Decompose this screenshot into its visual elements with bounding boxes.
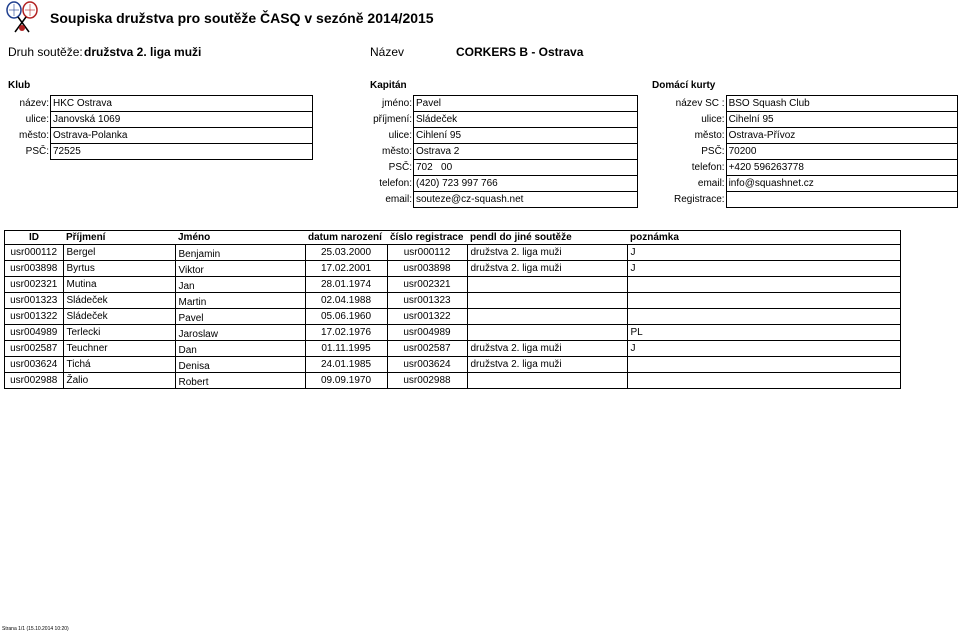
col-registration-header: číslo registrace [387,231,467,245]
player-registration: usr003624 [387,357,467,373]
captain-surname-value: Sládeček [414,112,638,128]
col-id-header: ID [5,231,64,245]
court-email-value: info@squashnet.cz [726,176,957,192]
player-surname: Mutina [63,277,175,293]
players-header-row [5,231,901,245]
court-name-value: BSO Squash Club [726,96,957,112]
player-firstname: Jan [175,277,305,293]
court-phone-value: +420 596263778 [726,160,957,176]
player-id: usr001322 [5,309,64,325]
player-surname: Sládeček [63,309,175,325]
player-id: usr004989 [5,325,64,341]
court-registration-value [726,192,957,208]
court-zip-label: PSČ: [701,146,725,157]
player-birthdate: 02.04.1988 [305,293,387,309]
club-name-label: název: [19,98,49,109]
col-other-competition-header: pendl do jiné soutěže [467,231,627,245]
player-firstname: Dan [175,341,305,357]
player-id: usr001323 [5,293,64,309]
player-birthdate: 28.01.1974 [305,277,387,293]
club-city-label: město: [18,130,49,141]
table-row [5,325,901,341]
court-street-value: Cihelní 95 [726,112,957,128]
captain-city-value: Ostrava 2 [414,144,638,160]
player-firstname: Denisa [175,357,305,373]
player-id: usr003898 [5,261,64,277]
court-phone-label: telefon: [691,162,725,173]
home-courts-table [672,95,958,208]
player-registration: usr001323 [387,293,467,309]
player-registration: usr002587 [387,341,467,357]
captain-city-label: město: [381,146,412,157]
court-registration-label: Registrace: [674,194,725,205]
club-city-value: Ostrava-Polanka [51,128,313,144]
association-logo-icon [2,1,44,35]
player-id: usr002321 [5,277,64,293]
captain-info-table [360,95,638,208]
captain-email-value: souteze@cz-squash.net [414,192,638,208]
team-name-value: CORKERS B - Ostrava [456,45,584,59]
player-firstname: Benjamin [175,245,305,261]
player-surname: Terlecki [63,325,175,341]
player-note [627,309,901,325]
player-note [627,357,901,373]
player-birthdate: 01.11.1995 [305,341,387,357]
player-note: PL [627,325,901,341]
player-other-competition [467,293,627,309]
player-other-competition [467,277,627,293]
club-zip-value: 72525 [51,144,313,160]
player-surname: Sládeček [63,293,175,309]
captain-street-label: ulice: [388,130,412,141]
court-city-label: město: [694,130,725,141]
player-id: usr002988 [5,373,64,389]
page-title: Soupiska družstva pro soutěže ČASQ v sezóně 2014/2015 [50,10,434,26]
page-footer: Strana 1/1 (15.10.2014 10:20) [2,626,69,632]
captain-phone-label: telefon: [379,178,412,189]
table-row [5,357,901,373]
player-birthdate: 17.02.1976 [305,325,387,341]
player-note [627,293,901,309]
player-registration: usr001322 [387,309,467,325]
player-firstname: Jaroslaw [175,325,305,341]
player-note [627,277,901,293]
player-note: J [627,341,901,357]
captain-zip-label: PSČ: [388,162,412,173]
player-surname: Bergel [63,245,175,261]
player-registration: usr002321 [387,277,467,293]
player-birthdate: 24.01.1985 [305,357,387,373]
player-note [627,373,901,389]
table-row [5,309,901,325]
club-street-value: Janovská 1069 [51,112,313,128]
court-name-label: název SC : [675,98,725,109]
table-row [5,277,901,293]
player-firstname: Martin [175,293,305,309]
player-firstname: Pavel [175,309,305,325]
player-other-competition [467,309,627,325]
players-table [4,230,901,389]
captain-zip-value: 702 00 [414,160,638,176]
player-birthdate: 17.02.2001 [305,261,387,277]
competition-type-value: družstva 2. liga muži [84,45,202,59]
player-surname: Byrtus [63,261,175,277]
player-other-competition: družstva 2. liga muži [467,261,627,277]
court-city-value: Ostrava-Přívoz [726,128,957,144]
table-row [5,373,901,389]
club-name-value: HKC Ostrava [51,96,313,112]
captain-email-label: email: [385,194,412,205]
captain-firstname-label: jméno: [381,98,412,109]
captain-heading: Kapitán [370,80,407,91]
player-other-competition: družstva 2. liga muži [467,357,627,373]
club-zip-label: PSČ: [25,146,49,157]
player-surname: Žalio [63,373,175,389]
captain-street-value: Cihlení 95 [414,128,638,144]
player-birthdate: 25.03.2000 [305,245,387,261]
player-firstname: Viktor [175,261,305,277]
player-id: usr002587 [5,341,64,357]
court-zip-value: 70200 [726,144,957,160]
table-row [5,341,901,357]
captain-surname-label: příjmení: [373,114,412,125]
col-birthdate-header: datum narození [305,231,387,245]
competition-type-label: Druh soutěže: [8,45,83,59]
player-other-competition [467,373,627,389]
home-courts-heading: Domácí kurty [652,80,716,91]
player-birthdate: 05.06.1960 [305,309,387,325]
table-row [5,261,901,277]
team-name-label: Název [370,45,405,59]
player-surname: Teuchner [63,341,175,357]
player-other-competition [467,325,627,341]
col-surname-header: Příjmení [63,231,175,245]
club-street-label: ulice: [25,114,49,125]
col-firstname-header: Jméno [175,231,305,245]
player-registration: usr002988 [387,373,467,389]
player-birthdate: 09.09.1970 [305,373,387,389]
player-id: usr000112 [5,245,64,261]
table-row [5,293,901,309]
player-id: usr003624 [5,357,64,373]
player-note: J [627,261,901,277]
player-registration: usr000112 [387,245,467,261]
club-heading: Klub [8,80,31,91]
captain-phone-value: (420) 723 997 766 [414,176,638,192]
player-note: J [627,245,901,261]
court-street-label: ulice: [701,114,725,125]
player-registration: usr004989 [387,325,467,341]
player-other-competition: družstva 2. liga muži [467,245,627,261]
captain-firstname-value: Pavel [414,96,638,112]
player-registration: usr003898 [387,261,467,277]
table-row [5,245,901,261]
col-note-header: poznámka [627,231,901,245]
court-email-label: email: [697,178,725,189]
player-firstname: Robert [175,373,305,389]
player-other-competition: družstva 2. liga muži [467,341,627,357]
club-info-table [2,95,313,160]
player-surname: Tichá [63,357,175,373]
